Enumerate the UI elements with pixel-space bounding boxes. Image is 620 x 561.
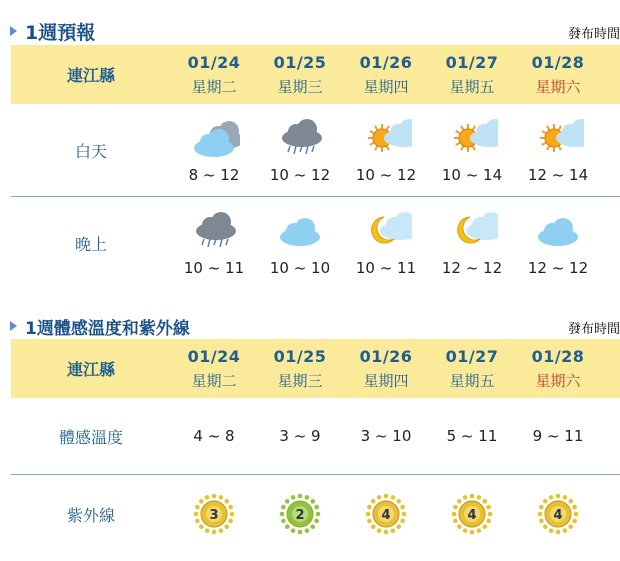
svg-text:4: 4: [381, 508, 391, 523]
day-weekday: 星期三: [277, 77, 323, 96]
partly-cloudy-icon: [188, 116, 240, 158]
forecast-cell: [343, 197, 429, 289]
temperature-range: 10 ~ 12: [269, 166, 331, 184]
cloud-icon: [274, 209, 326, 251]
day-date: 01/28: [531, 52, 585, 72]
night-label: 晚上: [74, 234, 107, 254]
rain-cloud-icon: [274, 116, 326, 158]
feels-like-label: 體感溫度: [58, 427, 123, 447]
day-header: [429, 45, 515, 104]
sunny-partly-cloudy-icon: [360, 116, 412, 158]
svg-text:4: 4: [467, 508, 477, 523]
svg-text:3: 3: [209, 508, 219, 523]
daytime-label: 白天: [74, 141, 107, 161]
moon-cloud-icon: [360, 209, 412, 251]
temperature-range: 12 ~ 12: [441, 259, 503, 277]
temperature-range: 8 ~ 12: [188, 166, 240, 184]
forecast-cell: [171, 197, 257, 289]
feels-uv-table: [11, 339, 620, 553]
rain-cloud-icon: [188, 209, 240, 251]
uv-cell: [429, 475, 515, 553]
forecast-cell: [429, 104, 515, 196]
section-bullet-icon: [10, 26, 17, 36]
day-weekday: 星期五: [449, 371, 495, 390]
forecast-cell: [171, 104, 257, 196]
feels-like-cell: [515, 398, 601, 474]
sunny-partly-cloudy-icon: [446, 116, 498, 158]
day-header: [343, 339, 429, 398]
cloud-icon: [532, 209, 584, 251]
day-header: [429, 339, 515, 398]
day-weekday: 星期四: [363, 77, 409, 96]
temperature-range: 10 ~ 11: [355, 259, 417, 277]
day-weekday: 星期二: [191, 77, 237, 96]
uv-cell: [171, 475, 257, 553]
temperature-range: 10 ~ 10: [269, 259, 331, 277]
day-header: [171, 45, 257, 104]
moon-cloud-icon: [446, 209, 498, 251]
weekly-forecast-title: [10, 18, 95, 44]
temperature-range: 10 ~ 11: [183, 259, 245, 277]
day-date: 01/24: [187, 346, 241, 366]
day-weekday: 星期六: [535, 77, 581, 96]
feels-like-cell: [429, 398, 515, 474]
county-label: 連江縣: [66, 360, 115, 379]
day-date: 01/26: [359, 52, 413, 72]
temperature-range: 12 ~ 14: [527, 166, 589, 184]
feels-like-range: 9 ~ 11: [532, 427, 584, 445]
night-row: [11, 197, 620, 289]
feels-uv-title-text: 1週體感溫度和紫外線: [25, 318, 190, 339]
temperature-range: 12 ~ 12: [527, 259, 589, 277]
feels-like-range: 5 ~ 11: [446, 427, 498, 445]
day-header: [515, 45, 601, 104]
day-header: [515, 339, 601, 398]
svg-text:2: 2: [295, 508, 305, 523]
day-date: 01/24: [187, 52, 241, 72]
county-label: 連江縣: [66, 66, 115, 85]
feels-like-row: [11, 398, 620, 475]
day-header: [171, 339, 257, 398]
day-header: [257, 339, 343, 398]
feels-like-cell: [171, 398, 257, 474]
section-bullet-icon: [10, 321, 17, 331]
uv-cell: [343, 475, 429, 553]
day-date: 01/28: [531, 346, 585, 366]
uv-cell: [257, 475, 343, 553]
uv-index-sun-icon: [536, 492, 580, 536]
feels-like-range: 3 ~ 9: [279, 427, 321, 445]
weekly-forecast-title-text: 1週預報: [25, 21, 96, 44]
forecast-cell: [515, 104, 601, 196]
daytime-row: [11, 104, 620, 197]
day-date: 01/25: [273, 346, 327, 366]
uv-index-sun-icon: [450, 492, 494, 536]
feels-like-range: 3 ~ 10: [360, 427, 412, 445]
weekly-forecast-table: [11, 45, 620, 289]
feels-like-cell: [257, 398, 343, 474]
uv-index-sun-icon: [278, 492, 322, 536]
day-date: 01/26: [359, 346, 413, 366]
day-weekday: 星期四: [363, 371, 409, 390]
forecast-cell: [343, 104, 429, 196]
svg-text:4: 4: [553, 508, 563, 523]
temperature-range: 10 ~ 14: [441, 166, 503, 184]
forecast-cell: [429, 197, 515, 289]
day-weekday: 星期二: [191, 371, 237, 390]
sunny-partly-cloudy-icon: [532, 116, 584, 158]
day-weekday: 星期五: [449, 77, 495, 96]
temperature-range: 10 ~ 12: [355, 166, 417, 184]
day-weekday: 星期六: [535, 371, 581, 390]
day-header: [343, 45, 429, 104]
day-date: 01/25: [273, 52, 327, 72]
day-weekday: 星期三: [277, 371, 323, 390]
feels-like-cell: [343, 398, 429, 474]
uv-row: [11, 475, 620, 553]
forecast-cell: [257, 104, 343, 196]
feels-uv-header-row: [11, 339, 620, 398]
day-date: 01/27: [445, 52, 499, 72]
uv-index-sun-icon: [364, 492, 408, 536]
feels-like-range: 4 ~ 8: [193, 427, 235, 445]
publish-time-label: 發布時間: [567, 27, 620, 42]
forecast-cell: [515, 197, 601, 289]
uv-label: 紫外線: [66, 505, 115, 525]
forecast-header-row: [11, 45, 620, 104]
uv-cell: [515, 475, 601, 553]
forecast-cell: [257, 197, 343, 289]
uv-index-sun-icon: [192, 492, 236, 536]
day-header: [257, 45, 343, 104]
feels-uv-title: [10, 313, 190, 339]
publish-time-label: 發布時間: [567, 322, 620, 337]
day-date: 01/27: [445, 346, 499, 366]
